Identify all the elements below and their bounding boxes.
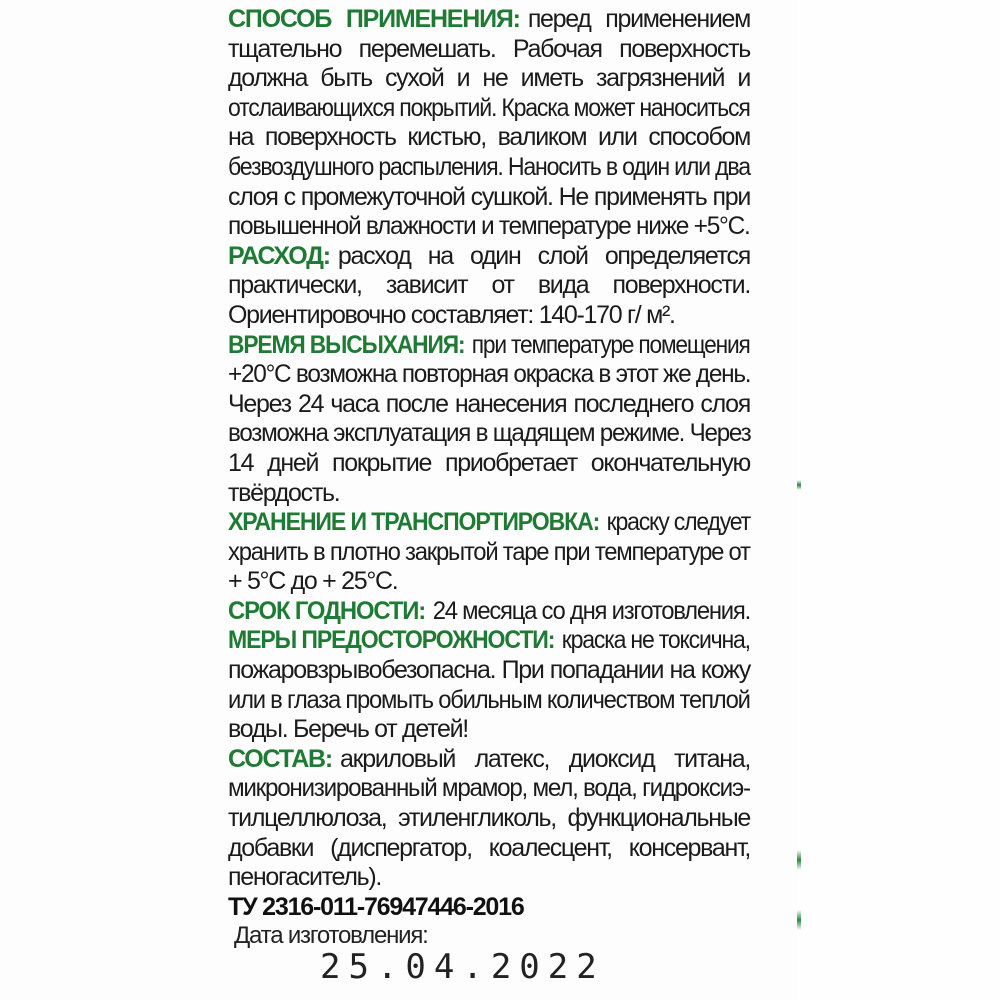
section-text: расход на один слой определяется [337,241,750,270]
section-text: + 5°С до + 25°С. [228,567,398,596]
text-line [228,685,750,716]
text-line [228,626,750,656]
adjacent-label-panel [801,0,1000,1000]
text-line [228,360,751,390]
section [228,242,750,331]
section-text: практически, зависит от вида поверхности. [228,271,750,300]
text-line [228,449,750,479]
text-line [228,301,750,331]
text-line [228,183,750,213]
green-edge-stripe [797,0,801,1000]
section-text: 14 дней покрытие приобретает окончательную [228,448,750,477]
section-text: воды. Беречь от детей! [228,715,468,744]
section-text: пеногаситель). [228,863,382,892]
section-text: твёрдость. [228,478,340,507]
section [228,597,750,627]
text-line [228,715,750,745]
section-text: отслаивающихся покрытий. Краска может наноситься [228,93,750,122]
section [228,508,750,597]
section-text: краска не токсична, [561,626,750,655]
manufacture-date-label: Дата изготовления: [234,921,428,949]
section [228,5,750,242]
text-line [228,271,750,301]
text-line [228,93,750,124]
section-text: при температуре помещения [471,330,750,359]
section-heading: СПОСОБ ПРИМЕНЕНИЯ: [228,5,520,33]
section-heading: СОСТАВ: [228,744,333,773]
instructions-text [228,5,750,893]
section-text: безвоздушного распыления. Наносить в один или два [228,152,750,181]
section [228,331,750,509]
text-line [228,419,751,449]
text-line [228,656,750,686]
text-line [228,479,750,509]
section-text: должна быть сухой и не иметь загрязнений и [228,64,750,93]
section-heading: СРОК ГОДНОСТИ: [228,596,426,625]
section-text: пожаровзрывобезопасна. При попадании на кожу [228,656,750,685]
text-line [228,596,750,627]
text-line [228,152,750,183]
section-heading: ВРЕМЯ ВЫСЫХАНИЯ: [228,330,465,359]
text-line [228,330,750,361]
text-line [228,834,750,864]
tu-standard-code: ТУ 2316-011-76947446-2016 [228,892,524,921]
section-text: тилцеллюлоза, этиленгликоль, функциональные [228,804,750,833]
text-line [228,804,750,834]
section-heading: ХРАНЕНИЕ И ТРАНСПОРТИРОВКА: [228,508,600,537]
section-text: возможна эксплуатация в щадящем режиме. Через [228,419,751,448]
text-line [228,212,750,242]
section [228,745,750,893]
section-heading: РАСХОД: [228,241,330,270]
section-text: перед применением [527,5,750,33]
text-line [228,390,750,420]
section-heading: МЕРЫ ПРЕДОСТОРОЖНОСТИ: [228,626,555,655]
section-text: тщательно перемешать. Рабочая поверхность [228,34,750,63]
section-text: слоя с промежуточной сушкой. Не применять при [228,182,750,211]
text-line [228,745,750,775]
text-line [228,508,750,538]
section-text: добавки (диспергатор, коалесцент, консервант, [228,833,750,862]
section-text: Ориентировочно составляет: 140-170 г/ м². [228,300,675,329]
section-text: +20°С возможна повторная окраска в этот же день. [228,360,751,389]
section-text: повышенной влажности и температуре ниже +5°С. [228,212,750,241]
section-text: на поверхность кистью, валиком или способом [228,123,750,152]
text-line [228,64,750,94]
text-line [228,863,750,893]
section [228,626,750,744]
manufacture-date-stamp: 25.04.2022 [320,946,605,987]
section-text: Через 24 часа после нанесения последнего слоя [228,389,750,418]
section-text: акриловый латекс, диоксид титана, [340,744,750,773]
text-line [228,567,750,597]
text-line [228,35,750,65]
text-line [228,242,750,272]
text-line [228,5,750,35]
section-text: микронизированный мрамор, мел, вода, гидроксиэ- [228,774,750,803]
text-line [228,123,750,153]
section-text: хранить в плотно закрытой таре при температуре от [228,537,750,566]
text-line [228,774,750,804]
section-text: 24 месяца со дня изготовления. [432,596,750,625]
section-text: или в глаза промыть обильным количеством теплой [228,685,750,714]
text-line [228,537,750,568]
product-label [228,5,750,985]
section-text: краску следует [606,508,750,537]
